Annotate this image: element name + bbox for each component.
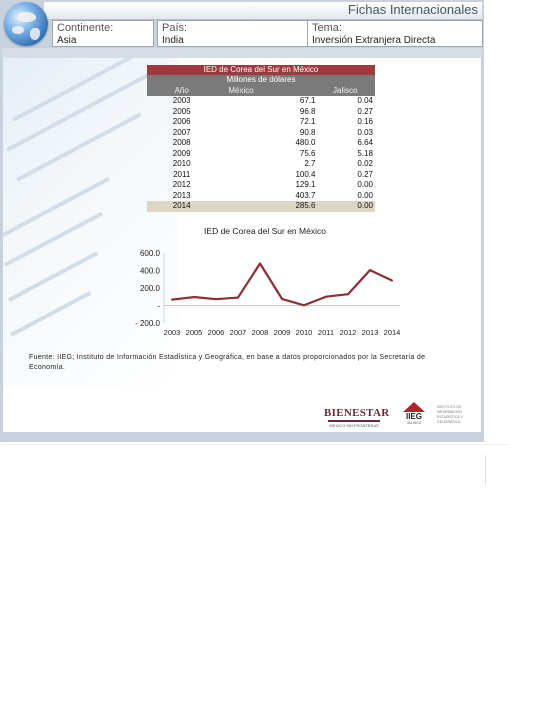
x-tick-label: 2010 (295, 328, 313, 337)
column-header-jalisco: Jalisco (333, 86, 358, 95)
table-row (147, 180, 375, 191)
table-cell-mexico: 2.7 (304, 159, 316, 168)
app-title: Fichas Internacionales (347, 2, 478, 17)
table-row (147, 138, 375, 149)
table-row (147, 128, 375, 139)
table-row (147, 170, 375, 181)
table-cell-year: 2013 (172, 190, 191, 200)
table-cell-jalisco: 0.27 (357, 106, 373, 116)
table-row (147, 96, 375, 107)
field-label: Continente: (57, 22, 114, 34)
table-cell-year: 2012 (172, 180, 191, 189)
table-cell-jalisco: 6.64 (357, 138, 373, 147)
divider (2, 444, 510, 445)
table-subtitle: Millones de dólares (147, 75, 375, 85)
table-row (147, 117, 375, 128)
source-note: Fuente: IIEG; Instituto de Información Estadística y Geográfica, en base a datos proporcionados por la Secretaría de Economía. (29, 354, 426, 371)
x-tick-label: 2005 (185, 328, 203, 337)
x-tick-label: 2013 (361, 328, 379, 337)
table-cell-jalisco: 0.00 (357, 180, 373, 189)
divider (485, 455, 486, 485)
x-tick-label: 2011 (317, 328, 335, 337)
table-row (147, 159, 375, 170)
data-point (347, 293, 349, 295)
table-cell-year: 2010 (172, 159, 191, 168)
data-point (259, 263, 261, 265)
data-table (147, 65, 375, 212)
table-cell-mexico: 75.6 (299, 148, 316, 158)
y-tick-label: - 200.0 (135, 319, 160, 328)
data-point (193, 296, 195, 298)
field-continente (52, 20, 154, 47)
table-cell-jalisco: 0.04 (357, 96, 373, 105)
table-cell-year: 2009 (172, 148, 191, 158)
iieg-logo (399, 402, 429, 426)
x-tick-label: 2009 (273, 328, 291, 337)
table-cell-year: 2005 (172, 106, 191, 116)
table-cell-year: 2006 (172, 117, 191, 126)
table-row (147, 201, 375, 212)
column-header-mexico: México (228, 86, 254, 95)
table-row (147, 149, 375, 160)
table-body (147, 96, 375, 212)
line-chart (120, 245, 410, 340)
table-cell-mexico: 480.0 (295, 138, 316, 147)
table-row (147, 107, 375, 118)
y-tick-label: 400.0 (139, 266, 160, 276)
data-point (303, 304, 305, 306)
iieg-institute-text: INSTITUTO DE INFORMACIÓN ESTADÍSTICA Y GEOGRÁFICA (437, 405, 463, 424)
table-cell-jalisco: 0.27 (357, 169, 373, 179)
table-title: IED de Corea del Sur en México (147, 65, 375, 75)
table-cell-year: 2011 (173, 169, 191, 179)
y-tick-label: - (157, 301, 160, 311)
table-cell-jalisco: 0.16 (357, 117, 373, 126)
globe-icon (4, 2, 48, 46)
table-cell-year: 2007 (172, 127, 191, 137)
table-cell-jalisco: 0.00 (357, 201, 373, 210)
data-point (215, 298, 217, 300)
table-row (147, 191, 375, 202)
bienestar-logo-text: BIENESTAR (324, 407, 390, 419)
table-cell-mexico: 90.8 (299, 127, 316, 137)
y-tick-label: 200.0 (139, 284, 160, 293)
field-label: Tema: (312, 22, 342, 34)
field-pais (157, 20, 308, 47)
table-cell-year: 2008 (172, 138, 191, 147)
bienestar-logo (324, 407, 390, 428)
table-cell-jalisco: 0.02 (357, 159, 373, 168)
field-value: India (162, 35, 184, 46)
x-tick-label: 2007 (229, 328, 247, 337)
table-cell-mexico: 129.1 (295, 180, 316, 189)
table-cell-jalisco: 0.00 (357, 190, 373, 200)
field-tema (307, 20, 483, 47)
table-cell-jalisco: 0.03 (357, 127, 373, 137)
sub-bar (2, 48, 482, 58)
y-tick-label: 600.0 (139, 249, 160, 258)
x-tick-label: 2008 (251, 328, 269, 337)
data-point (281, 298, 283, 300)
table-cell-mexico: 96.8 (299, 106, 316, 116)
title-bar (44, 2, 482, 20)
field-value: Inversión Extranjera Directa (312, 35, 436, 46)
x-tick-label: 2003 (163, 328, 181, 337)
field-label: País: (162, 22, 188, 34)
table-cell-year: 2003 (172, 96, 191, 105)
table-header-row (147, 85, 375, 96)
table-cell-mexico: 100.4 (295, 169, 316, 179)
data-point (237, 297, 239, 299)
table-cell-jalisco: 5.18 (357, 148, 373, 158)
data-point (391, 280, 393, 282)
table-cell-mexico: 67.1 (299, 96, 316, 105)
x-tick-label: 2014 (383, 328, 401, 337)
iieg-logo-subtext: JALISCO (406, 421, 422, 425)
chart-title: IED de Corea del Sur en México (204, 226, 326, 236)
table-cell-mexico: 72.1 (299, 117, 316, 126)
iieg-roof-icon (403, 402, 425, 412)
data-point (325, 296, 327, 298)
field-value: Asia (57, 35, 77, 46)
bienestar-logo-subtext: MEXICO SIN FRONTERAS (329, 423, 379, 428)
iieg-logo-text: IIEG (405, 412, 422, 421)
x-tick-label: 2006 (207, 328, 225, 337)
column-header-year: Año (174, 86, 189, 95)
table-cell-mexico: 403.7 (295, 190, 316, 200)
table-cell-mexico: 285.6 (295, 201, 316, 210)
data-point (369, 269, 371, 271)
x-tick-label: 2012 (339, 328, 357, 337)
table-cell-year: 2014 (172, 201, 191, 210)
data-point (171, 299, 173, 301)
